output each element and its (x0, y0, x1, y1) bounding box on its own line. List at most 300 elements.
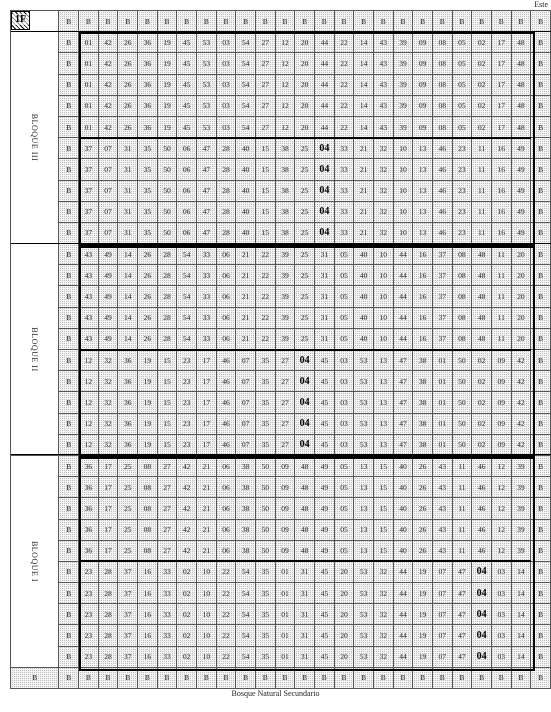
plot-cell: 16 (138, 646, 158, 667)
plot-cell: 33 (334, 180, 354, 201)
plot-cell: 12 (79, 413, 99, 434)
border-cell: B (511, 667, 531, 688)
plot-cell: 22 (334, 116, 354, 137)
plot-cell: 38 (236, 498, 256, 519)
plot-cell: 20 (511, 328, 531, 349)
plot-cell: 40 (393, 540, 413, 561)
plot-cell: 19 (138, 413, 158, 434)
plot-cell: 49 (511, 201, 531, 222)
plot-cell: 33 (157, 561, 177, 582)
plot-cell: 07 (236, 392, 256, 413)
plot-cell: 21 (197, 477, 217, 498)
plot-cell: 31 (295, 646, 315, 667)
plot-cell: 37 (79, 159, 99, 180)
plot-cell: 02 (177, 646, 197, 667)
plot-cell: 07 (98, 138, 118, 159)
border-cell: B (59, 392, 79, 413)
border-cell: B (59, 307, 79, 328)
plot-cell: 37 (118, 604, 138, 625)
plot-cell: 38 (275, 138, 295, 159)
plot-cell: 05 (452, 95, 472, 116)
plot-cell: 23 (177, 392, 197, 413)
plot-cell: 47 (452, 646, 472, 667)
plot-cell: 48 (472, 307, 492, 328)
plot-cell: 23 (79, 646, 99, 667)
plot-cell: 13 (373, 434, 393, 455)
plot-cell: 53 (197, 53, 217, 74)
plot-cell: 50 (255, 455, 275, 476)
plot-cell: 46 (432, 159, 452, 180)
plot-cell: 06 (177, 138, 197, 159)
plot-cell: 09 (491, 371, 511, 392)
plot-cell: 13 (413, 180, 433, 201)
border-cell: B (491, 11, 511, 32)
block-label: BLOQUE II (30, 327, 40, 372)
border-cell: B (59, 371, 79, 392)
plot-cell: 11 (491, 328, 511, 349)
plot-row (11, 392, 551, 413)
plot-cell: 42 (177, 519, 197, 540)
plot-cell: 05 (334, 519, 354, 540)
plot-cell: 11 (491, 265, 511, 286)
border-cell: B (373, 11, 393, 32)
plot-cell: 16 (491, 138, 511, 159)
plot-cell: 49 (511, 138, 531, 159)
plot-cell: 08 (432, 53, 452, 74)
plot-cell: 12 (275, 74, 295, 95)
plot-cell: 38 (413, 392, 433, 413)
plot-cell: 42 (177, 498, 197, 519)
plot-row (11, 625, 551, 646)
plot-cell: 07 (432, 646, 452, 667)
plot-cell: 07 (432, 561, 452, 582)
border-cell: B (334, 11, 354, 32)
plot-cell: 07 (98, 159, 118, 180)
plot-cell: 43 (432, 540, 452, 561)
plot-cell: 31 (295, 604, 315, 625)
border-cell: B (373, 667, 393, 688)
plot-cell: 23 (79, 604, 99, 625)
plot-cell: 13 (373, 413, 393, 434)
plot-cell: 11 (472, 222, 492, 243)
border-cell: B (197, 11, 217, 32)
plot-cell: 08 (432, 95, 452, 116)
plot-cell: 31 (314, 244, 334, 265)
plot-cell: 26 (138, 286, 158, 307)
plot-cell: 08 (452, 244, 472, 265)
plot-cell: 46 (432, 138, 452, 159)
plot-cell: 21 (354, 159, 374, 180)
border-cell: B (59, 265, 79, 286)
plot-cell: 01 (275, 646, 295, 667)
plot-cell: 20 (295, 95, 315, 116)
plot-row (11, 498, 551, 519)
plot-cell: 13 (373, 371, 393, 392)
plot-cell: 16 (413, 286, 433, 307)
plot-cell: 14 (511, 583, 531, 604)
plot-cell: 02 (472, 350, 492, 371)
border-cell: B (531, 95, 551, 116)
plot-cell: 25 (118, 455, 138, 476)
plot-cell: 16 (138, 561, 158, 582)
plot-cell: 14 (118, 286, 138, 307)
plot-cell: 17 (197, 350, 217, 371)
plot-cell: 12 (491, 540, 511, 561)
plot-cell: 06 (177, 180, 197, 201)
plot-cell: 09 (275, 498, 295, 519)
plot-cell: 08 (432, 32, 452, 53)
plot-cell: 44 (393, 646, 413, 667)
plot-cell: 20 (334, 625, 354, 646)
plot-cell: 01 (432, 350, 452, 371)
plot-cell: 08 (138, 477, 158, 498)
border-cell: B (393, 11, 413, 32)
plot-cell: 14 (511, 646, 531, 667)
plot-cell: 10 (373, 307, 393, 328)
plot-cell: 26 (138, 244, 158, 265)
plot-cell: 04 (472, 583, 492, 604)
plot-cell: 28 (216, 201, 236, 222)
plot-cell: 49 (314, 519, 334, 540)
plot-cell: 13 (413, 159, 433, 180)
border-cell: B (531, 667, 551, 688)
plot-cell: 17 (491, 53, 511, 74)
plot-cell: 07 (432, 625, 452, 646)
plot-cell: 35 (255, 413, 275, 434)
plot-cell: 50 (452, 350, 472, 371)
plot-cell: 48 (295, 455, 315, 476)
plot-cell: 44 (314, 95, 334, 116)
plot-cell: 45 (314, 583, 334, 604)
plot-cell: 17 (197, 434, 217, 455)
plot-cell: 43 (79, 286, 99, 307)
plot-cell: 08 (452, 328, 472, 349)
plot-cell: 19 (157, 95, 177, 116)
plot-cell: 54 (177, 265, 197, 286)
plot-cell: 50 (255, 498, 275, 519)
plot-cell: 23 (452, 138, 472, 159)
plot-cell: 28 (157, 244, 177, 265)
plot-cell: 40 (354, 307, 374, 328)
plot-cell: 32 (98, 413, 118, 434)
plot-cell: 36 (138, 32, 158, 53)
plot-cell: 04 (295, 392, 315, 413)
plot-cell: 03 (491, 561, 511, 582)
plot-cell: 27 (157, 519, 177, 540)
plot-cell: 45 (314, 392, 334, 413)
border-cell: B (432, 11, 452, 32)
border-cell: B (531, 328, 551, 349)
border-cell: B (59, 286, 79, 307)
plot-cell: 35 (138, 138, 158, 159)
plot-cell: 16 (138, 583, 158, 604)
plot-cell: 13 (354, 519, 374, 540)
plot-cell: 04 (295, 371, 315, 392)
plot-cell: 09 (413, 95, 433, 116)
plot-cell: 40 (236, 201, 256, 222)
plot-cell: 54 (177, 328, 197, 349)
plot-cell: 35 (138, 159, 158, 180)
plot-cell: 28 (216, 138, 236, 159)
plot-cell: 09 (491, 413, 511, 434)
plot-cell: 49 (98, 307, 118, 328)
plot-cell: 28 (98, 646, 118, 667)
plot-cell: 47 (197, 201, 217, 222)
border-cell: B (236, 667, 256, 688)
plot-cell: 49 (314, 455, 334, 476)
plot-cell: 21 (197, 455, 217, 476)
plot-cell: 42 (177, 455, 197, 476)
plot-cell: 20 (511, 307, 531, 328)
plot-cell: 23 (177, 371, 197, 392)
plot-cell: 27 (275, 413, 295, 434)
plot-cell: 43 (79, 244, 99, 265)
plot-cell: 14 (511, 604, 531, 625)
plot-cell: 37 (118, 625, 138, 646)
plot-row (11, 159, 551, 180)
plot-cell: 47 (452, 604, 472, 625)
plot-cell: 39 (511, 498, 531, 519)
plot-cell: 32 (98, 392, 118, 413)
plot-cell: 38 (275, 201, 295, 222)
plot-cell: 22 (255, 307, 275, 328)
plot-cell: 42 (511, 350, 531, 371)
plot-cell: 35 (255, 625, 275, 646)
plot-cell: 45 (177, 53, 197, 74)
plot-cell: 39 (275, 307, 295, 328)
plot-cell: 23 (452, 180, 472, 201)
plot-cell: 42 (177, 540, 197, 561)
plot-cell: 49 (511, 159, 531, 180)
plot-cell: 19 (138, 434, 158, 455)
plot-cell: 32 (373, 583, 393, 604)
plot-cell: 12 (79, 371, 99, 392)
plot-cell: 06 (177, 222, 197, 243)
plot-cell: 23 (177, 350, 197, 371)
plot-cell: 33 (157, 604, 177, 625)
plot-cell: 39 (393, 32, 413, 53)
plot-cell: 47 (452, 625, 472, 646)
plot-cell: 35 (255, 561, 275, 582)
plot-cell: 36 (118, 350, 138, 371)
plot-cell: 10 (393, 222, 413, 243)
plot-cell: 40 (354, 265, 374, 286)
plot-cell: 50 (452, 413, 472, 434)
plot-cell: 32 (373, 201, 393, 222)
border-cell: B (236, 11, 256, 32)
border-row-bottom (11, 667, 551, 688)
plot-cell: 11 (491, 307, 511, 328)
plot-cell: 13 (354, 455, 374, 476)
plot-row (11, 201, 551, 222)
plot-cell: 33 (334, 201, 354, 222)
border-cell: B (295, 11, 315, 32)
plot-cell: 08 (138, 498, 158, 519)
plot-cell: 02 (472, 74, 492, 95)
plot-cell: 03 (216, 74, 236, 95)
border-cell: B (452, 667, 472, 688)
plot-cell: 09 (275, 519, 295, 540)
plot-cell: 47 (393, 392, 413, 413)
plot-cell: 40 (354, 286, 374, 307)
plot-cell: 09 (491, 350, 511, 371)
block-label-cell (11, 455, 59, 667)
plot-cell: 42 (511, 413, 531, 434)
border-cell: B (531, 604, 551, 625)
plot-cell: 17 (197, 371, 217, 392)
plot-cell: 11 (452, 498, 472, 519)
plot-cell: 44 (314, 32, 334, 53)
plot-cell: 25 (118, 519, 138, 540)
plot-cell: 05 (334, 286, 354, 307)
plot-cell: 14 (354, 116, 374, 137)
plot-cell: 01 (275, 561, 295, 582)
plot-cell: 02 (472, 32, 492, 53)
plot-cell: 02 (472, 434, 492, 455)
plot-row (11, 53, 551, 74)
plot-cell: 39 (275, 265, 295, 286)
plot-cell: 20 (511, 244, 531, 265)
plot-cell: 03 (334, 350, 354, 371)
plot-cell: 32 (373, 180, 393, 201)
plot-cell: 48 (511, 53, 531, 74)
plot-cell: 04 (314, 138, 334, 159)
plot-cell: 38 (413, 434, 433, 455)
border-cell: B (531, 32, 551, 53)
plot-cell: 39 (393, 74, 413, 95)
plot-cell: 25 (295, 328, 315, 349)
plot-cell: 01 (432, 392, 452, 413)
border-cell: B (334, 667, 354, 688)
border-cell: B (59, 95, 79, 116)
border-cell: B (59, 583, 79, 604)
plot-row (11, 413, 551, 434)
plot-cell: 01 (79, 74, 99, 95)
plot-cell: 35 (255, 434, 275, 455)
plot-cell: 21 (236, 265, 256, 286)
plot-cell: 03 (216, 95, 236, 116)
plot-cell: 21 (197, 498, 217, 519)
plot-cell: 05 (334, 540, 354, 561)
plot-cell: 10 (373, 286, 393, 307)
plot-cell: 39 (393, 116, 413, 137)
plot-cell: 43 (79, 328, 99, 349)
plot-cell: 10 (393, 180, 413, 201)
border-cell: B (491, 667, 511, 688)
plot-cell: 03 (491, 646, 511, 667)
plot-row (11, 265, 551, 286)
plot-cell: 49 (314, 540, 334, 561)
plot-cell: 05 (334, 455, 354, 476)
plot-cell: 26 (118, 32, 138, 53)
plot-cell: 45 (177, 95, 197, 116)
plot-cell: 33 (334, 138, 354, 159)
plot-cell: 25 (295, 180, 315, 201)
border-cell: B (531, 159, 551, 180)
plot-cell: 26 (118, 95, 138, 116)
plot-cell: 06 (177, 159, 197, 180)
plot-cell: 01 (79, 116, 99, 137)
plot-cell: 31 (314, 265, 334, 286)
plot-cell: 36 (79, 455, 99, 476)
plot-cell: 22 (255, 244, 275, 265)
plot-cell: 23 (177, 434, 197, 455)
plot-cell: 11 (491, 244, 511, 265)
plot-cell: 38 (236, 455, 256, 476)
plot-cell: 12 (79, 434, 99, 455)
border-cell: B (59, 540, 79, 561)
plot-cell: 35 (255, 350, 275, 371)
plot-cell: 32 (373, 625, 393, 646)
plot-cell: 39 (511, 477, 531, 498)
plot-cell: 16 (491, 222, 511, 243)
plot-cell: 23 (452, 159, 472, 180)
plot-cell: 45 (314, 434, 334, 455)
plot-cell: 45 (314, 646, 334, 667)
plot-cell: 02 (177, 583, 197, 604)
plot-row (11, 95, 551, 116)
plot-cell: 32 (373, 561, 393, 582)
plot-cell: 47 (393, 434, 413, 455)
plot-cell: 27 (157, 540, 177, 561)
plot-cell: 02 (472, 95, 492, 116)
border-cell: B (79, 11, 99, 32)
plot-cell: 37 (432, 328, 452, 349)
plot-cell: 53 (197, 74, 217, 95)
plot-cell: 36 (79, 540, 99, 561)
plot-cell: 22 (255, 265, 275, 286)
plot-cell: 01 (432, 371, 452, 392)
plot-cell: 54 (236, 53, 256, 74)
plot-cell: 37 (79, 201, 99, 222)
border-cell: B (511, 11, 531, 32)
plot-cell: 53 (354, 604, 374, 625)
border-cell: B (354, 667, 374, 688)
plot-cell: 02 (472, 392, 492, 413)
border-cell: B (59, 477, 79, 498)
plot-cell: 26 (413, 498, 433, 519)
plot-cell: 48 (295, 519, 315, 540)
plot-cell: 25 (118, 498, 138, 519)
plot-cell: 36 (118, 371, 138, 392)
border-cell: B (531, 265, 551, 286)
plot-cell: 46 (472, 498, 492, 519)
border-cell: B (59, 561, 79, 582)
plot-row (11, 604, 551, 625)
plot-cell: 37 (432, 307, 452, 328)
border-cell: B (59, 244, 79, 265)
plot-cell: 08 (452, 265, 472, 286)
plot-row (11, 222, 551, 243)
plot-cell: 39 (275, 286, 295, 307)
plot-cell: 26 (413, 540, 433, 561)
border-cell: B (413, 11, 433, 32)
plot-cell: 01 (275, 583, 295, 604)
plot-cell: 07 (236, 350, 256, 371)
plot-row (11, 74, 551, 95)
plot-cell: 08 (452, 286, 472, 307)
plot-cell: 38 (275, 222, 295, 243)
plot-cell: 22 (334, 74, 354, 95)
plot-cell: 01 (79, 53, 99, 74)
plot-cell: 17 (491, 116, 511, 137)
plot-cell: 11 (472, 201, 492, 222)
plot-cell: 26 (413, 519, 433, 540)
plot-cell: 47 (197, 138, 217, 159)
plot-cell: 26 (138, 328, 158, 349)
plot-cell: 09 (413, 74, 433, 95)
plot-cell: 37 (118, 561, 138, 582)
